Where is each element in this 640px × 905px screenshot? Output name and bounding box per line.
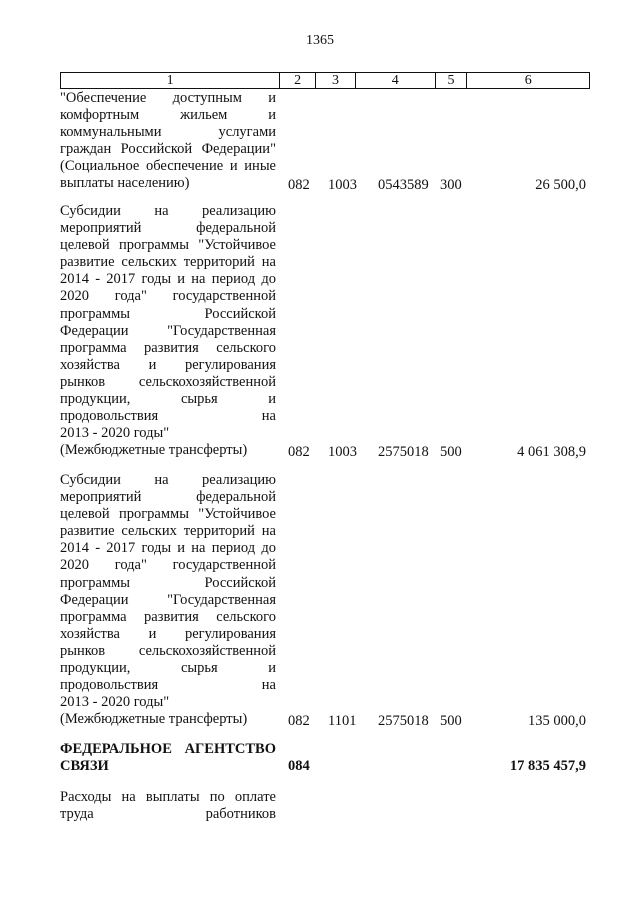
description-line: мероприятий федеральной — [60, 220, 276, 237]
header-col-2: 2 — [280, 73, 316, 88]
section-code: 1003 — [328, 444, 357, 460]
section-code: 1003 — [328, 177, 357, 193]
header-col-1: 1 — [61, 73, 280, 88]
description-line: граждан Российской Федерации" — [60, 141, 276, 158]
description-line: программы Российской — [60, 305, 276, 322]
row-values — [60, 176, 590, 194]
amount: 135 000,0 — [528, 713, 586, 729]
description-line: рынков сельскохозяйственной — [60, 373, 276, 390]
ved-code: 082 — [288, 713, 310, 729]
description-line: (Социальное обеспечение и иные — [60, 158, 276, 175]
table-header — [60, 72, 590, 89]
row-values — [60, 712, 590, 730]
target-article-code: 2575018 — [378, 444, 429, 460]
description-line: "Обеспечение доступным и — [60, 90, 276, 106]
description-line: выплаты населению) — [60, 175, 190, 192]
description-line: 2014 - 2017 годы и на период до — [60, 271, 276, 288]
header-col-3: 3 — [316, 73, 356, 88]
description-line: 2020 года" государственной — [60, 557, 276, 574]
description-line: 2013 - 2020 годы" — [60, 694, 170, 711]
row-description — [60, 203, 276, 459]
description-line: (Межбюджетные трансферты) — [60, 711, 248, 728]
ved-code: 082 — [288, 177, 310, 193]
description-line: ФЕДЕРАЛЬНОЕ АГЕНТСТВО — [60, 741, 276, 757]
expense-type-code: 500 — [440, 444, 462, 460]
description-line: продукции, сырья и — [60, 391, 276, 408]
amount: 26 500,0 — [535, 177, 586, 193]
description-line: Расходы на выплаты по оплате — [60, 789, 276, 805]
description-line: Субсидии на реализацию — [60, 472, 276, 488]
description-line: продукции, сырья и — [60, 660, 276, 677]
description-line: (Межбюджетные трансферты) — [60, 442, 248, 459]
description-line: Субсидии на реализацию — [60, 203, 276, 219]
target-article-code: 0543589 — [378, 177, 429, 193]
expense-type-code: 300 — [440, 177, 462, 193]
description-line: 2014 - 2017 годы и на период до — [60, 540, 276, 557]
description-line: хозяйства и регулирования — [60, 356, 276, 373]
description-line: развитие сельских территорий на — [60, 254, 276, 271]
page-number: 1365 — [306, 33, 334, 48]
header-col-6: 6 — [524, 73, 532, 88]
row-values — [60, 757, 590, 775]
description-line: хозяйства и регулирования — [60, 625, 276, 642]
target-article-code: 2575018 — [378, 713, 429, 729]
row-values — [60, 443, 590, 461]
description-line: развитие сельских территорий на — [60, 523, 276, 540]
description-line: 2013 - 2020 годы" — [60, 425, 170, 442]
description-line: продовольствия на — [60, 408, 276, 425]
description-line: целевой программы "Устойчивое — [60, 506, 276, 523]
description-line: Федерации "Государственная — [60, 591, 276, 608]
description-line: 2020 года" государственной — [60, 288, 276, 305]
header-col-5: 5 — [436, 73, 468, 88]
description-line: рынков сельскохозяйственной — [60, 642, 276, 659]
description-line: комфортным жильем и — [60, 107, 276, 124]
description-line: коммунальными услугами — [60, 124, 276, 141]
ved-code: 082 — [288, 444, 310, 460]
amount: 4 061 308,9 — [517, 444, 586, 460]
row-description — [60, 789, 276, 823]
section-code: 1101 — [328, 713, 357, 729]
expense-type-code: 500 — [440, 713, 462, 729]
header-col-4: 4 — [356, 73, 436, 88]
description-line: программа развития сельского — [60, 339, 276, 356]
description-line: целевой программы "Устойчивое — [60, 237, 276, 254]
amount: 17 835 457,9 — [509, 758, 586, 774]
description-line: СВЯЗИ — [60, 758, 109, 775]
description-line: мероприятий федеральной — [60, 489, 276, 506]
description-line: программы Российской — [60, 574, 276, 591]
description-line: продовольствия на — [60, 677, 276, 694]
description-line: труда работников — [60, 806, 276, 823]
description-line: программа развития сельского — [60, 608, 276, 625]
ved-code: 084 — [288, 758, 310, 774]
row-description — [60, 472, 276, 728]
description-line: Федерации "Государственная — [60, 322, 276, 339]
